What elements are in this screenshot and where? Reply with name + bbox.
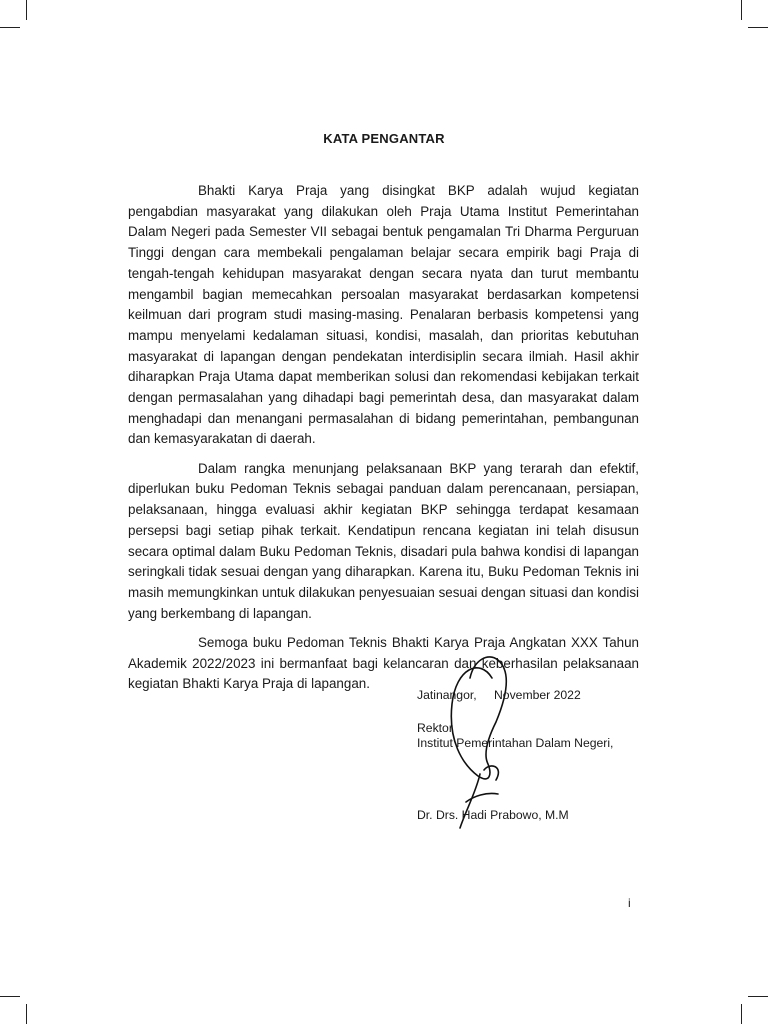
page-title: KATA PENGANTAR: [323, 131, 445, 146]
page-number: i: [628, 896, 631, 910]
foreword-body: [128, 181, 639, 704]
signature-role: Rektor: [417, 721, 453, 735]
crop-mark-bottom-right-h: [748, 996, 768, 997]
signatory-name: Dr. Drs. Hadi Prabowo, M.M: [417, 808, 569, 822]
paragraph-3: Semoga buku Pedoman Teknis Bhakti Karya Praja Angkatan XXX Tahun Akademik 2022/2023 ini bermanfaat bagi kelancaran dan keberhasilan pelaksanaan kegiatan Bhakti Karya Praja di lapangan.: [128, 634, 639, 692]
crop-mark-top-right: [741, 0, 742, 20]
crop-mark-bottom-left: [26, 1004, 27, 1024]
crop-mark-bottom-right: [741, 1004, 742, 1024]
crop-mark-top-right-h: [748, 27, 768, 28]
paragraph-1: Bhakti Karya Praja yang disingkat BKP adalah wujud kegiatan pengabdian masyarakat yang dilakukan oleh Praja Utama Institut Pemerintahan Dalam Negeri pada Semester VII sebagai bentuk pengamalan Tri Dharma Perguruan Tinggi dengan cara membekali pengalaman belajar secara empirik bagi Praja di tengah-tengah kehidupan masyarakat dengan secara nyata dan turut membantu mengambil bagian memecahkan persoalan masyarakat berdasarkan kompetensi keilmuan dari program studi masing-masing. Penalaran berbasis kompetensi yang mampu menyelami kedalaman situasi, kondisi, masalah, dan prioritas kebutuhan masyarakat di lapangan dengan pendekatan interdisiplin secara ilmiah. Hasil akhir diharapkan Praja Utama dapat memberikan solusi dan rekomendasi kebijakan terkait dengan permasalahan yang dihadapi bagi pemerintah desa, dan masyarakat dalam menghadapi dan menangani permasalahan di bidang pemerintahan, pembangunan dan kemasyarakatan di daerah.: [128, 183, 639, 447]
signature-date: November 2022: [494, 688, 581, 702]
crop-mark-bottom-left-h: [0, 996, 20, 997]
signature-institution: Institut Pemerintahan Dalam Negeri,: [417, 736, 614, 750]
crop-mark-top-left-h: [0, 27, 20, 28]
crop-mark-top-left: [26, 0, 27, 20]
signature-place: Jatinangor,: [417, 688, 477, 702]
paragraph-2: Dalam rangka menunjang pelaksanaan BKP yang terarah dan efektif, diperlukan buku Pedoman Teknis sebagai panduan dalam perencanaan, persiapan, pelaksanaan, hingga evaluasi akhir kegiatan BKP sehingga terdapat kesamaan persepsi bagi setiap pihak terkait. Kendatipun rencana kegiatan ini telah disusun secara optimal dalam Buku Pedoman Teknis, disadari pula bahwa kondisi di lapangan seringkali tidak sesuai dengan yang diharapkan. Karena itu, Buku Pedoman Teknis ini masih memungkinkan untuk dilakukan penyesuaian sesuai dengan situasi dan kondisi yang berkembang di lapangan.: [128, 460, 639, 621]
